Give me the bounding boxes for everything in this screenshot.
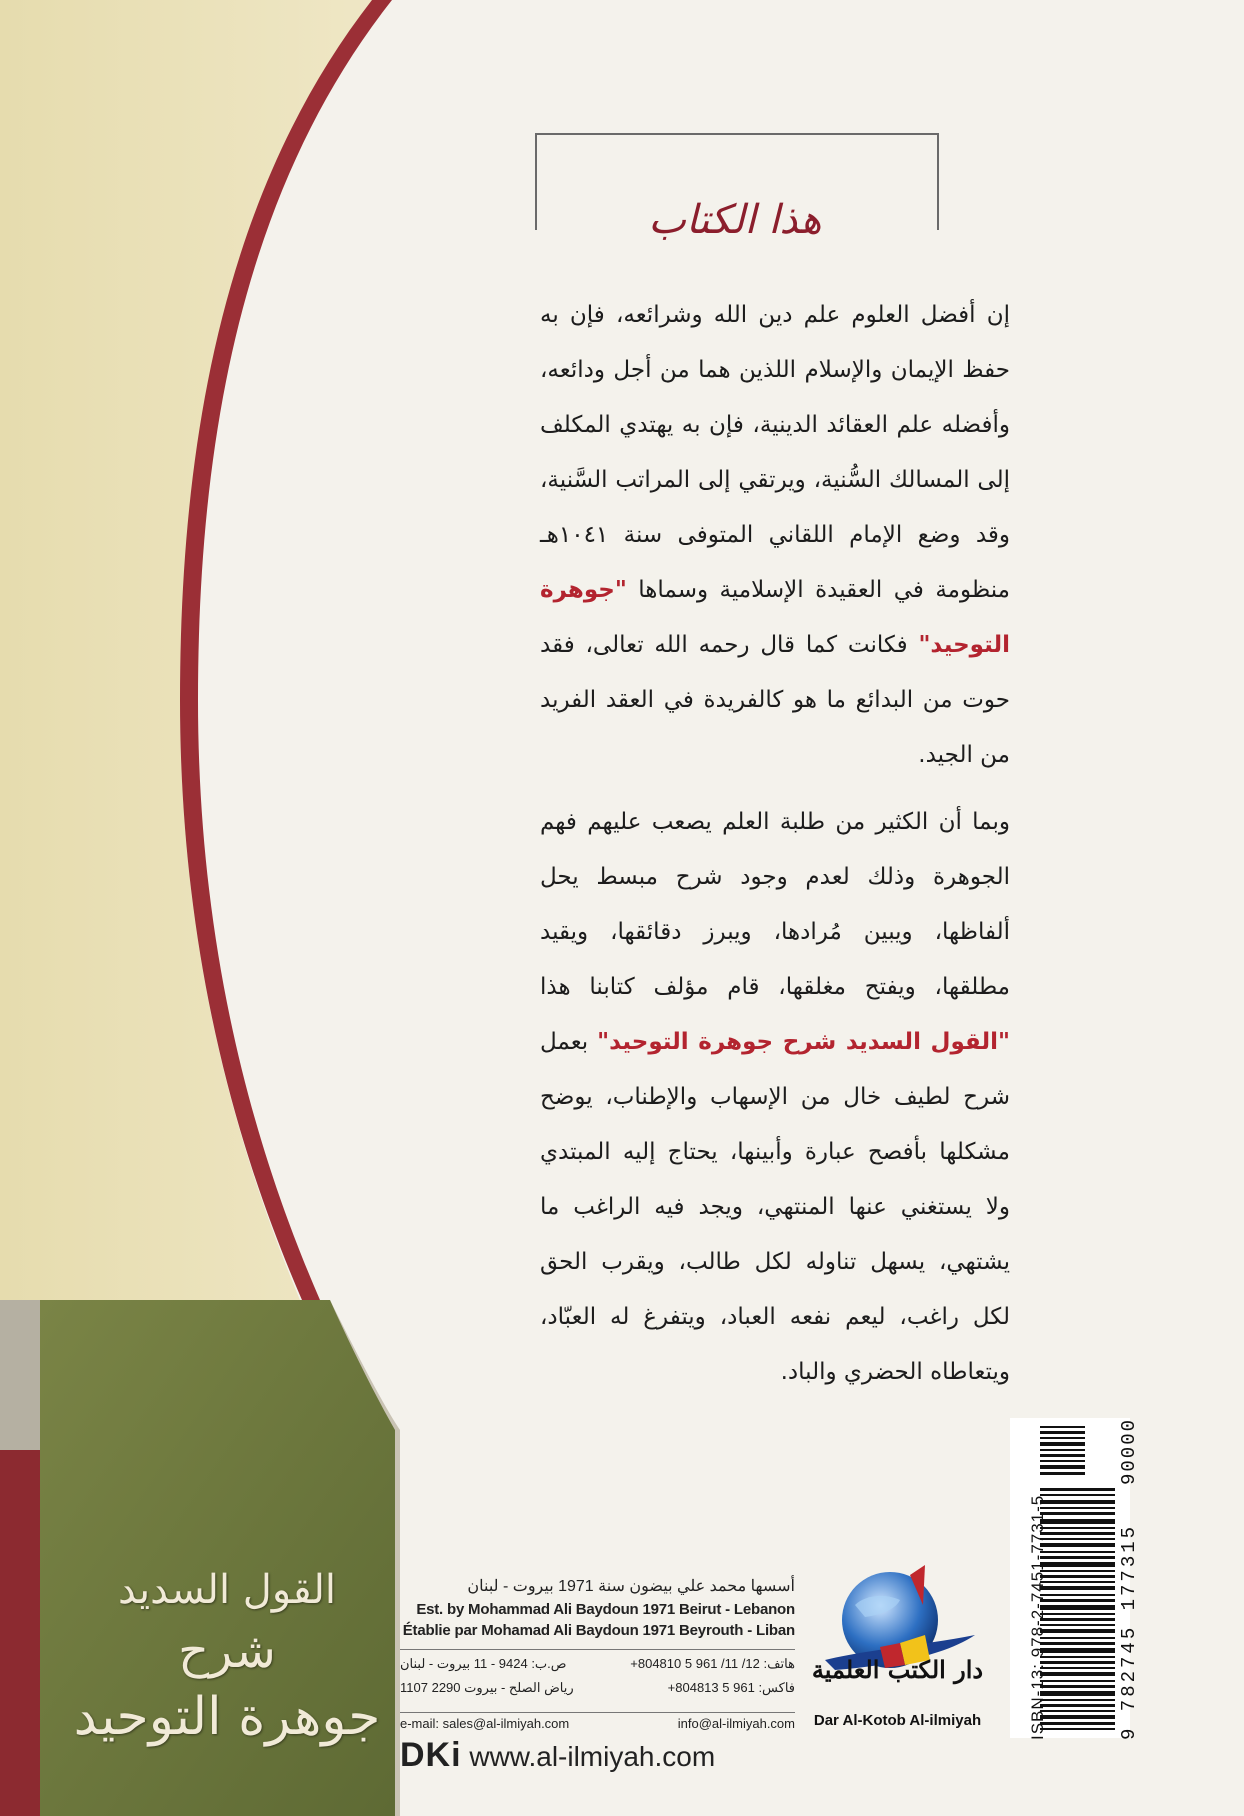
publisher-info: [400, 1575, 795, 1775]
riad-address: رياض الصلح - بيروت 2290 1107: [400, 1680, 574, 1695]
p1-text-a: إن أفضل العلوم علم دين الله وشرائعه، فإن به حفظ الإيمان والإسلام اللذين هما من أجل ودائعه، وأفضله علم العقائد الدينية، فإن به يهتدي المكلف إلى المسالك السُّنية، ويرتقي إلى المراتب السَّنية، وقد وضع الإمام اللقاني المتوفى سنة ١٠٤١هـ منظومة في العقيدة الإسلامية وسماها: [540, 302, 1010, 603]
fax-number: فاكس: 961 5 804813+: [667, 1680, 795, 1695]
contact-block: [400, 1649, 795, 1710]
isbn-label: ISBN-13: 978-2-7451-7731-5: [1028, 1494, 1047, 1740]
established-english: Est. by Mohammad Ali Baydoun 1971 Beirut - Lebanon: [416, 1601, 795, 1618]
info-email[interactable]: info@al-ilmiyah.com: [677, 1716, 795, 1731]
calligraphy-title: [62, 1560, 392, 1760]
title-line-2: شرح: [178, 1623, 276, 1679]
paragraph-2: [540, 795, 1010, 1400]
website-row: [400, 1735, 795, 1775]
sales-email[interactable]: e-mail: sales@al-ilmiyah.com: [400, 1716, 570, 1731]
phone-number: هاتف: 12/ 11/ 961 5 804810+: [630, 1656, 795, 1671]
title-line-3: جوهرة التوحيد: [73, 1687, 381, 1747]
p2-text-b: بعمل شرح لطيف خال من الإسهاب والإطناب، يوضح مشكلها بأفصح عبارة وأبينها، يحتاج إليه المبتدي ولا يستغني عنها المنتهي، ويجد فيه الراغب ما يشتهي، يسهل تناوله لكل طالب، ويقرب الحق لكل راغب، ليعم نفعه العباد، ويتفرغ له العبّاد، ويتعاطاه الحضري والباد.: [540, 1029, 1010, 1385]
email-row: [400, 1712, 795, 1735]
paragraph-1: [540, 288, 1010, 783]
po-box: ص.ب: 9424 - 11 بيروت - لبنان: [400, 1656, 567, 1671]
founded-arabic: أسسها محمد علي بيضون سنة 1971 بيروت - لبنان: [467, 1578, 795, 1595]
p1-text-b: فكانت كما قال رحمه الله تعالى، فقد حوت من البدائع ما هو كالفريدة في العقد الفريد من الجيد.: [540, 632, 1010, 768]
title-line-1: القول السديد: [117, 1567, 337, 1613]
publisher-logo-arabic: دار الكتب العلمية: [811, 1655, 984, 1684]
publisher-logo-english: Dar Al-Kotob Al-ilmiyah: [813, 1712, 982, 1729]
barcode-digits: 9 782745 177315: [1118, 1523, 1140, 1740]
highlight-title-2: "القول السديد شرح جوهرة التوحيد": [597, 1029, 1010, 1055]
dki-logo-text: DKi: [400, 1736, 462, 1774]
price-code: 90000: [1118, 1417, 1140, 1485]
established-french: Établie par Mohamad Ali Baydoun 1971 Beyrouth - Liban: [402, 1622, 795, 1639]
highlight-title-1: "جوهرة التوحيد": [540, 577, 1010, 658]
description-text: [540, 288, 1010, 1412]
p2-text-a: وبما أن الكثير من طلبة العلم يصعب عليهم فهم الجوهرة وذلك لعدم وجود شرح مبسط يحل ألفاظها، ويبين مُرادها، ويبرز دقائقها، ويقيد مطلقها، ويفتح مغلقها، قام مؤلف كتابنا هذا: [540, 809, 1010, 1000]
website-link[interactable]: www.al-ilmiyah.com: [469, 1741, 716, 1772]
section-heading: هذا الكتاب: [560, 185, 910, 255]
